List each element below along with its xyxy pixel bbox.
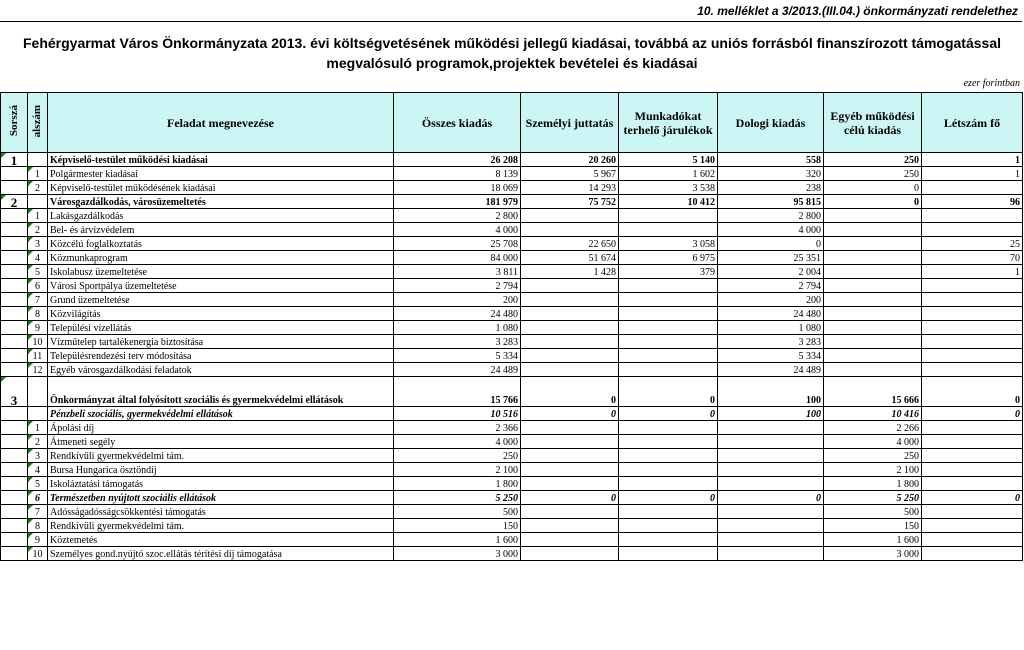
cell-contrib [619, 335, 718, 349]
table-row [1, 477, 1023, 491]
table-row [1, 547, 1023, 561]
row-number [1, 265, 28, 279]
cell-other: 250 [824, 167, 922, 181]
cell-material [718, 449, 824, 463]
cell-material: 100 [718, 377, 824, 407]
cell-personal [521, 435, 619, 449]
table-row [1, 449, 1023, 463]
row-number [1, 363, 28, 377]
row-subnumber: 8 [28, 519, 48, 533]
row-number [1, 533, 28, 547]
cell-name: Átmeneti segély [48, 435, 394, 449]
cell-contrib [619, 477, 718, 491]
row-subnumber: 1 [28, 167, 48, 181]
cell-name: Közvilágítás [48, 307, 394, 321]
cell-total: 4 000 [394, 223, 521, 237]
cell-personal [521, 533, 619, 547]
cell-name: Önkormányzat által folyósított szociális és gyermekvédelmi ellátások [48, 377, 394, 407]
header-row [1, 93, 1023, 153]
table-row [1, 335, 1023, 349]
cell-material: 24 480 [718, 307, 824, 321]
row-subnumber: 3 [28, 449, 48, 463]
cell-other [824, 307, 922, 321]
cell-total: 2 100 [394, 463, 521, 477]
cell-other [824, 265, 922, 279]
cell-other: 5 250 [824, 491, 922, 505]
cell-total: 5 334 [394, 349, 521, 363]
cell-total: 8 139 [394, 167, 521, 181]
row-subnumber: 11 [28, 349, 48, 363]
cell-personal [521, 519, 619, 533]
cell-contrib [619, 505, 718, 519]
cell-name: Városi Sportpálya üzemeltetése [48, 279, 394, 293]
cell-other: 250 [824, 153, 922, 167]
row-subnumber: 9 [28, 533, 48, 547]
cell-contrib [619, 519, 718, 533]
cell-name: Képviselő-testület működésének kiadásai [48, 181, 394, 195]
cell-name: Vízműtelep tartalékenergia biztosítása [48, 335, 394, 349]
row-number [1, 223, 28, 237]
table-row [1, 421, 1023, 435]
cell-name: Lakásgazdálkodás [48, 209, 394, 223]
cell-material: 558 [718, 153, 824, 167]
cell-staff: 70 [922, 251, 1023, 265]
row-subnumber: 8 [28, 307, 48, 321]
cell-material: 100 [718, 407, 824, 421]
cell-staff [922, 209, 1023, 223]
table-row [1, 209, 1023, 223]
cell-total: 25 708 [394, 237, 521, 251]
cell-contrib: 5 140 [619, 153, 718, 167]
cell-material: 25 351 [718, 251, 824, 265]
cell-other: 150 [824, 519, 922, 533]
cell-other [824, 279, 922, 293]
cell-other [824, 363, 922, 377]
table-row [1, 279, 1023, 293]
cell-material: 95 815 [718, 195, 824, 209]
cell-other: 2 100 [824, 463, 922, 477]
cell-name: Rendkívüli gyermekvédelmi tám. [48, 449, 394, 463]
cell-contrib [619, 293, 718, 307]
cell-total: 1 080 [394, 321, 521, 335]
cell-staff [922, 223, 1023, 237]
cell-staff [922, 435, 1023, 449]
row-subnumber: 2 [28, 181, 48, 195]
cell-staff [922, 335, 1023, 349]
cell-other: 500 [824, 505, 922, 519]
cell-other [824, 321, 922, 335]
cell-material: 5 334 [718, 349, 824, 363]
table-row [1, 349, 1023, 363]
cell-name: Köztemetés [48, 533, 394, 547]
cell-contrib [619, 533, 718, 547]
cell-other: 0 [824, 181, 922, 195]
cell-contrib: 1 602 [619, 167, 718, 181]
cell-staff [922, 307, 1023, 321]
cell-name: Településrendezési terv módosítása [48, 349, 394, 363]
row-number [1, 547, 28, 561]
row-number: 1 [1, 153, 28, 167]
cell-staff: 1 [922, 167, 1023, 181]
cell-material [718, 477, 824, 491]
row-number [1, 491, 28, 505]
row-number [1, 251, 28, 265]
cell-material: 4 000 [718, 223, 824, 237]
table-row [1, 293, 1023, 307]
cell-name: Rendkívüli gyermekvédelmi tám. [48, 519, 394, 533]
cell-total: 84 000 [394, 251, 521, 265]
cell-contrib: 3 058 [619, 237, 718, 251]
cell-personal [521, 463, 619, 477]
cell-total: 200 [394, 293, 521, 307]
table-row [1, 321, 1023, 335]
cell-total: 3 811 [394, 265, 521, 279]
cell-contrib: 0 [619, 407, 718, 421]
header-material: Dologi kiadás [718, 93, 824, 153]
cell-name: Természetben nyújtott szociális ellátások [48, 491, 394, 505]
cell-personal [521, 293, 619, 307]
row-subnumber: 9 [28, 321, 48, 335]
table-row [1, 195, 1023, 209]
table-row [1, 533, 1023, 547]
cell-contrib [619, 307, 718, 321]
cell-total: 2 366 [394, 421, 521, 435]
cell-name: Települési vízellátás [48, 321, 394, 335]
cell-contrib [619, 463, 718, 477]
cell-other [824, 293, 922, 307]
cell-contrib: 6 975 [619, 251, 718, 265]
cell-total: 250 [394, 449, 521, 463]
row-subnumber [28, 195, 48, 209]
header-sorsz: Sorszá [1, 93, 28, 153]
cell-personal: 75 752 [521, 195, 619, 209]
row-number [1, 209, 28, 223]
row-number [1, 463, 28, 477]
cell-material: 320 [718, 167, 824, 181]
cell-total: 24 480 [394, 307, 521, 321]
table-row [1, 251, 1023, 265]
cell-staff [922, 363, 1023, 377]
table-row [1, 237, 1023, 251]
cell-personal: 0 [521, 407, 619, 421]
table-row [1, 491, 1023, 505]
cell-other: 1 600 [824, 533, 922, 547]
cell-contrib: 3 538 [619, 181, 718, 195]
cell-staff [922, 449, 1023, 463]
cell-staff [922, 181, 1023, 195]
cell-staff [922, 293, 1023, 307]
table-row [1, 519, 1023, 533]
table-row [1, 153, 1023, 167]
cell-contrib [619, 349, 718, 363]
cell-material [718, 519, 824, 533]
row-number: 2 [1, 195, 28, 209]
table-row [1, 265, 1023, 279]
cell-total: 15 766 [394, 377, 521, 407]
cell-name: Személyes gond.nyújtó szoc.ellátás térítési díj támogatása [48, 547, 394, 561]
cell-personal: 1 428 [521, 265, 619, 279]
cell-staff [922, 321, 1023, 335]
cell-name: Egyéb városgazdálkodási feladatok [48, 363, 394, 377]
cell-name: Iskolabusz üzemeltetése [48, 265, 394, 279]
row-subnumber: 1 [28, 421, 48, 435]
header-other: Egyéb működési célú kiadás [824, 93, 922, 153]
row-number [1, 335, 28, 349]
cell-other: 15 666 [824, 377, 922, 407]
table-row [1, 181, 1023, 195]
row-number [1, 421, 28, 435]
row-subnumber: 10 [28, 547, 48, 561]
cell-staff [922, 279, 1023, 293]
row-subnumber: 5 [28, 477, 48, 491]
cell-material [718, 547, 824, 561]
row-subnumber: 7 [28, 293, 48, 307]
cell-other: 0 [824, 195, 922, 209]
row-number [1, 307, 28, 321]
cell-personal: 14 293 [521, 181, 619, 195]
cell-personal [521, 321, 619, 335]
cell-staff [922, 547, 1023, 561]
cell-personal: 0 [521, 491, 619, 505]
cell-name: Közmunkaprogram [48, 251, 394, 265]
cell-contrib [619, 223, 718, 237]
row-subnumber: 5 [28, 265, 48, 279]
row-subnumber: 12 [28, 363, 48, 377]
cell-staff [922, 519, 1023, 533]
row-number [1, 435, 28, 449]
cell-total: 10 516 [394, 407, 521, 421]
cell-staff [922, 505, 1023, 519]
cell-personal [521, 505, 619, 519]
cell-staff: 25 [922, 237, 1023, 251]
annex-note: 10. melléklet a 3/2013.(III.04.) önkormányzati rendelethez [0, 0, 1022, 22]
table-row [1, 167, 1023, 181]
header-contrib: Munkadókat terhelő járulékok [619, 93, 718, 153]
table-row [1, 435, 1023, 449]
cell-staff: 0 [922, 407, 1023, 421]
cell-material: 2 794 [718, 279, 824, 293]
cell-total: 2 800 [394, 209, 521, 223]
row-number [1, 293, 28, 307]
cell-staff [922, 463, 1023, 477]
row-number [1, 519, 28, 533]
table-row [1, 505, 1023, 519]
row-subnumber: 2 [28, 223, 48, 237]
cell-personal: 5 967 [521, 167, 619, 181]
table-row [1, 307, 1023, 321]
cell-staff [922, 477, 1023, 491]
cell-other [824, 349, 922, 363]
row-subnumber: 1 [28, 209, 48, 223]
header-name: Feladat megnevezése [48, 93, 394, 153]
cell-personal [521, 335, 619, 349]
cell-other: 3 000 [824, 547, 922, 561]
cell-staff: 0 [922, 377, 1023, 407]
row-number [1, 279, 28, 293]
cell-material [718, 505, 824, 519]
cell-material: 2 800 [718, 209, 824, 223]
row-number [1, 407, 28, 421]
cell-name: Képviselő-testület működési kiadásai [48, 153, 394, 167]
cell-name: Grund üzemeltetése [48, 293, 394, 307]
title-line-1: Fehérgyarmat Város Önkormányzata 2013. évi költségvetésének működési jellegű kiadásai, továbbá az uniós forrásból finanszírozott támogatással [22, 35, 1001, 51]
cell-personal [521, 449, 619, 463]
page-title [0, 33, 1024, 73]
row-number [1, 349, 28, 363]
row-subnumber: 2 [28, 435, 48, 449]
cell-staff [922, 349, 1023, 363]
cell-name: Bel- és árvízvédelem [48, 223, 394, 237]
cell-material: 1 080 [718, 321, 824, 335]
cell-material: 0 [718, 237, 824, 251]
cell-name: Bursa Hungarica ösztöndíj [48, 463, 394, 477]
cell-total: 4 000 [394, 435, 521, 449]
cell-name: Polgármester kiadásai [48, 167, 394, 181]
row-subnumber: 3 [28, 237, 48, 251]
row-subnumber: 7 [28, 505, 48, 519]
row-number [1, 505, 28, 519]
table-body [1, 153, 1023, 561]
cell-contrib [619, 363, 718, 377]
cell-material: 200 [718, 293, 824, 307]
cell-name: Ápolási díj [48, 421, 394, 435]
header-staff: Létszám fő [922, 93, 1023, 153]
cell-total: 24 489 [394, 363, 521, 377]
cell-material: 2 004 [718, 265, 824, 279]
cell-material [718, 421, 824, 435]
cell-total: 2 794 [394, 279, 521, 293]
cell-other [824, 223, 922, 237]
cell-contrib [619, 449, 718, 463]
cell-name: Pénzbeli szociális, gyermekvédelmi ellátások [48, 407, 394, 421]
cell-contrib: 379 [619, 265, 718, 279]
cell-material [718, 463, 824, 477]
cell-staff [922, 533, 1023, 547]
cell-staff: 0 [922, 491, 1023, 505]
row-subnumber: 10 [28, 335, 48, 349]
cell-staff: 1 [922, 265, 1023, 279]
cell-total: 1 800 [394, 477, 521, 491]
title-line-2: megvalósuló programok,projektek bevételei és kiadásai [326, 55, 698, 71]
row-number [1, 321, 28, 335]
row-subnumber: 4 [28, 463, 48, 477]
header-total: Összes kiadás [394, 93, 521, 153]
row-subnumber [28, 153, 48, 167]
cell-staff: 96 [922, 195, 1023, 209]
table-row [1, 463, 1023, 477]
cell-total: 3 283 [394, 335, 521, 349]
cell-total: 150 [394, 519, 521, 533]
cell-contrib: 0 [619, 377, 718, 407]
row-number [1, 181, 28, 195]
cell-material: 3 283 [718, 335, 824, 349]
header-alszam: alszám [28, 93, 48, 153]
cell-personal: 20 260 [521, 153, 619, 167]
budget-table [0, 92, 1023, 561]
row-number: 3 [1, 377, 28, 407]
cell-contrib [619, 421, 718, 435]
row-subnumber: 4 [28, 251, 48, 265]
cell-total: 500 [394, 505, 521, 519]
cell-total: 26 208 [394, 153, 521, 167]
cell-other: 1 800 [824, 477, 922, 491]
cell-material [718, 533, 824, 547]
cell-total: 18 069 [394, 181, 521, 195]
header-personal: Személyi juttatás [521, 93, 619, 153]
cell-name: Iskoláztatási támogatás [48, 477, 394, 491]
cell-total: 181 979 [394, 195, 521, 209]
cell-personal [521, 307, 619, 321]
cell-contrib [619, 209, 718, 223]
cell-other [824, 237, 922, 251]
row-subnumber [28, 377, 48, 407]
unit-label: ezer forintban [963, 78, 1020, 89]
row-number [1, 237, 28, 251]
cell-personal [521, 223, 619, 237]
cell-personal: 22 650 [521, 237, 619, 251]
cell-material: 238 [718, 181, 824, 195]
table-row [1, 377, 1023, 407]
cell-name: Közcélú foglalkoztatás [48, 237, 394, 251]
table-row [1, 407, 1023, 421]
cell-personal [521, 363, 619, 377]
cell-personal [521, 279, 619, 293]
cell-personal: 51 674 [521, 251, 619, 265]
cell-personal [521, 349, 619, 363]
cell-contrib: 10 412 [619, 195, 718, 209]
cell-personal [521, 547, 619, 561]
cell-other [824, 251, 922, 265]
cell-staff [922, 421, 1023, 435]
cell-other: 250 [824, 449, 922, 463]
cell-other [824, 209, 922, 223]
table-row [1, 363, 1023, 377]
cell-contrib [619, 547, 718, 561]
row-number [1, 477, 28, 491]
cell-personal [521, 209, 619, 223]
row-subnumber: 6 [28, 279, 48, 293]
cell-personal [521, 421, 619, 435]
cell-material: 0 [718, 491, 824, 505]
cell-contrib [619, 321, 718, 335]
cell-contrib: 0 [619, 491, 718, 505]
cell-contrib [619, 435, 718, 449]
cell-name: Városgazdálkodás, városüzemeltetés [48, 195, 394, 209]
row-number [1, 449, 28, 463]
cell-total: 5 250 [394, 491, 521, 505]
row-number [1, 167, 28, 181]
cell-other: 2 266 [824, 421, 922, 435]
cell-staff: 1 [922, 153, 1023, 167]
table-row [1, 223, 1023, 237]
cell-total: 3 000 [394, 547, 521, 561]
cell-other [824, 335, 922, 349]
cell-name: Adósságadósságcsökkentési támogatás [48, 505, 394, 519]
cell-other: 10 416 [824, 407, 922, 421]
row-subnumber: 6 [28, 491, 48, 505]
cell-material: 24 489 [718, 363, 824, 377]
cell-personal [521, 477, 619, 491]
cell-material [718, 435, 824, 449]
cell-other: 4 000 [824, 435, 922, 449]
row-subnumber [28, 407, 48, 421]
cell-personal: 0 [521, 377, 619, 407]
cell-contrib [619, 279, 718, 293]
cell-total: 1 600 [394, 533, 521, 547]
